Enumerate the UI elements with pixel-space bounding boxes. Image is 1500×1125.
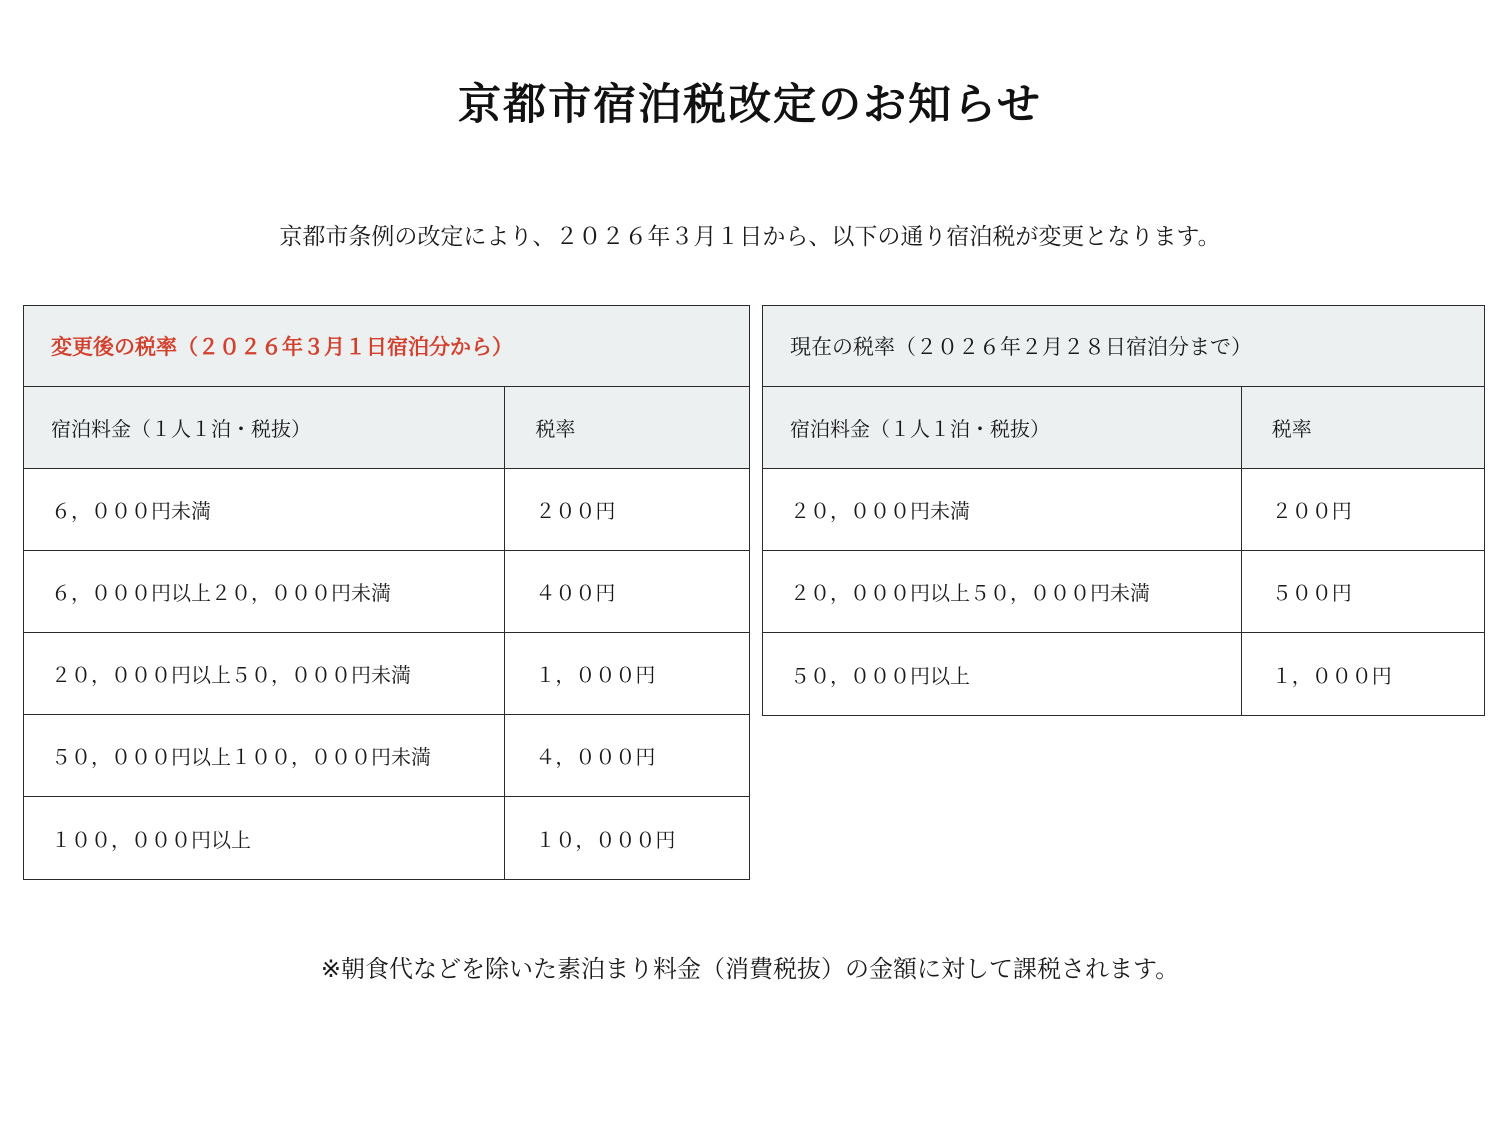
table-row — [24, 715, 749, 797]
tax-amount-cell: ４００円 — [535, 583, 616, 605]
tax-amount-cell: １，０００円 — [1271, 665, 1392, 688]
price-range-cell: ６，０００円以上２０，０００円未満 — [24, 551, 505, 632]
price-range-cell: ２０，０００円未満 — [763, 469, 1242, 550]
price-column-header: 宿泊料金（１人１泊・税抜） — [763, 387, 1242, 468]
price-range-cell: ２０，０００円以上５０，０００円未満 — [763, 551, 1242, 632]
price-range-cell: ５０，０００円以上 — [763, 633, 1242, 715]
table-row — [763, 551, 1484, 633]
table-row — [24, 633, 749, 715]
page-title: 京都市宿泊税改定のお知らせ — [458, 81, 1042, 129]
intro-text: 京都市条例の改定により、２０２６年３月１日から、以下の通り宿泊税が変更となります。 — [279, 223, 1221, 249]
table-row — [763, 633, 1484, 715]
tax-column-header: 税率 — [535, 419, 576, 441]
price-range-cell: ２０，０００円以上５０，０００円未満 — [24, 633, 505, 714]
table-row — [24, 469, 749, 551]
tax-amount-cell: １０，０００円 — [535, 829, 676, 852]
price-range-cell: １００，０００円以上 — [24, 797, 505, 879]
new-rates-table-title: 変更後の税率（２０２６年３月１日宿泊分から） — [24, 306, 749, 387]
price-column-header: 宿泊料金（１人１泊・税抜） — [24, 387, 505, 468]
tax-amount-cell: ２００円 — [1271, 501, 1352, 523]
new-rates-table — [23, 305, 750, 880]
table-row — [24, 797, 749, 879]
tax-amount-cell: ２００円 — [535, 501, 616, 523]
price-range-cell: ６，０００円未満 — [24, 469, 505, 550]
tax-amount-cell: ４，０００円 — [535, 747, 656, 769]
current-rates-table-title: 現在の税率（２０２６年２月２８日宿泊分まで） — [763, 306, 1484, 387]
tax-amount-cell: １，０００円 — [535, 665, 656, 687]
current-rates-table — [762, 305, 1485, 716]
tax-amount-cell: ５００円 — [1271, 583, 1352, 605]
tax-column-header: 税率 — [1271, 419, 1312, 441]
rate-tables-area — [23, 305, 1485, 880]
table-row — [763, 469, 1484, 551]
table-row — [24, 551, 749, 633]
table-header-row — [24, 387, 749, 469]
price-range-cell: ５０，０００円以上１００，０００円未満 — [24, 715, 505, 796]
tax-basis-footnote: ※朝食代などを除いた素泊まり料金（消費税抜）の金額に対して課税されます。 — [320, 956, 1180, 983]
table-header-row — [763, 387, 1484, 469]
